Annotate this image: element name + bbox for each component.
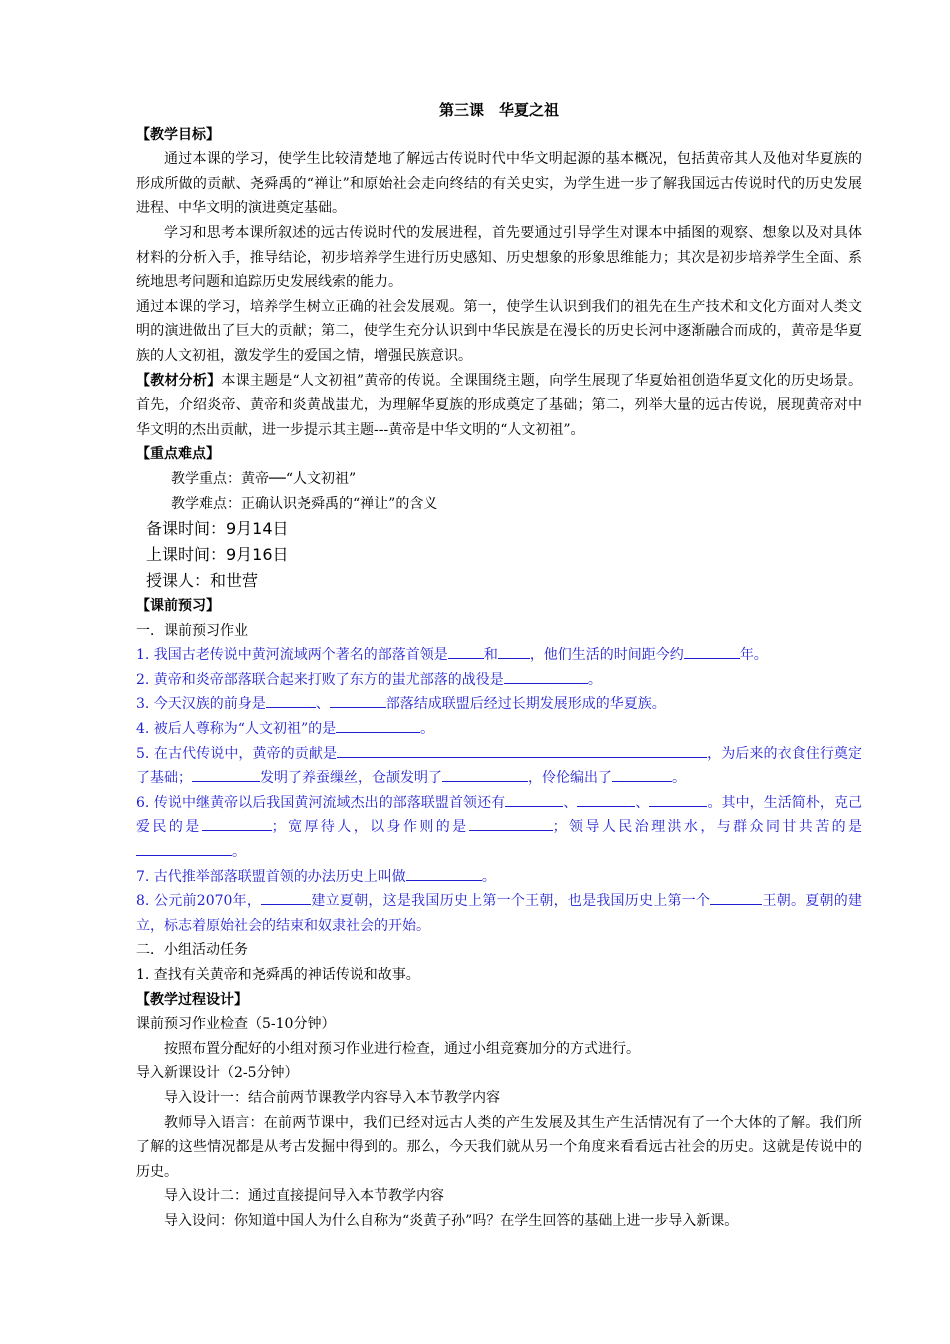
answer-blank[interactable] <box>336 718 420 733</box>
document-page <box>136 98 862 1234</box>
goal-heading: 【教学目标】 <box>136 126 220 143</box>
answer-blank[interactable] <box>649 792 707 807</box>
question-4: 4. 被后人尊称为“人文初祖”的是 。 <box>136 717 862 742</box>
teacher: 授课人：和世营 <box>146 571 259 591</box>
intro-design-1-text: 教师导入语言：在前两节课中，我们已经对远古人类的产生发展及其生产生活情况有了一个大体的了解。我们所了解的这些情况都是从考古发掘中得到的。那么，今天我们就从另一个角度来看看远古社会的历史。这就是传说中的历史。 <box>136 1114 862 1180</box>
analysis-text: 本课主题是“人文初祖”黄帝的传说。全课围绕主题，向学生展现了华夏始祖创造华夏文化的历史场景。首先，介绍炎帝、黄帝和炎黄战蚩尤，为理解华夏族的形成奠定了基础；第二，列举大量的远古传说，展现黄帝对中华文明的杰出贡献，进一步提示其主题---黄帝是中华文明的“人文初祖”。 <box>136 372 862 438</box>
class-time: 上课时间：9月16日 <box>146 545 289 565</box>
answer-blank[interactable] <box>710 890 762 905</box>
intro-design-2: 导入设计二：通过直接提问导入本节教学内容 <box>164 1188 444 1205</box>
intro-design-2-text: 导入设问：你知道中国人为什么自称为“炎黄子孙”吗？在学生回答的基础上进一步导入新课。 <box>164 1212 739 1229</box>
answer-blank[interactable] <box>261 890 311 905</box>
difficult-point: 教学难点：正确认识尧舜禹的“禅让”的含义 <box>171 495 438 512</box>
question-1: 1. 我国古老传说中黄河流域两个著名的部落首领是 和 ，他们生活的时间距今约 年。 <box>136 643 862 668</box>
preview-subheading-2: 二．小组活动任务 <box>136 942 248 959</box>
check-text: 按照布置分配好的小组对预习作业进行检查，通过小组竞赛加分的方式进行。 <box>164 1040 640 1057</box>
intro-design-1: 导入设计一：结合前两节课教学内容导入本节教学内容 <box>164 1089 500 1106</box>
answer-blank[interactable] <box>202 816 272 831</box>
answer-blank[interactable] <box>337 743 707 758</box>
answer-blank[interactable] <box>498 644 530 659</box>
answer-blank[interactable] <box>612 767 672 782</box>
answer-blank[interactable] <box>577 792 635 807</box>
preview-heading: 【课前预习】 <box>136 598 220 615</box>
answer-blank[interactable] <box>684 644 740 659</box>
goal-paragraph-1: 通过本课的学习，使学生比较清楚地了解远古传说时代中华文明起源的基本概况，包括黄帝其人及他对华夏族的形成所做的贡献、尧舜禹的“禅让”和原始社会走向终结的有关史实，为学生进一步了解我国远古传说时代的历史发展进程、中华文明的演进奠定基础。 <box>136 151 862 217</box>
answer-blank[interactable] <box>448 644 484 659</box>
answer-blank[interactable] <box>266 693 316 708</box>
key-point: 教学重点：黄帝──“人文初祖” <box>171 470 357 487</box>
question-6: 6. 传说中继黄帝以后我国黄河流域杰出的部落联盟首领还有 、 、 。其中，生活简朴，克己爱民的是 ；宽厚待人，以身作则的是 ；领导人民治理洪水，与群众同甘共苦的是。 <box>136 791 862 865</box>
group-task: 1. 查找有关黄帝和尧舜禹的神话传说和故事。 <box>136 967 420 983</box>
preview-subheading-1: 一．课前预习作业 <box>136 622 248 639</box>
question-7: 7. 古代推举部落联盟首领的办法历史上叫做 。 <box>136 865 862 890</box>
intro-title: 导入新课设计（2-5分钟） <box>136 1065 299 1082</box>
answer-blank[interactable] <box>504 669 588 684</box>
question-2: 2. 黄帝和炎帝部落联合起来打败了东方的蚩尤部落的战役是 。 <box>136 668 862 693</box>
key-heading: 【重点难点】 <box>136 446 220 463</box>
question-3: 3. 今天汉族的前身是 、 部落结成联盟后经过长期发展形成的华夏族。 <box>136 692 862 717</box>
goal-paragraph-2: 学习和思考本课所叙述的远古传说时代的发展进程，首先要通过引导学生对课本中插图的观察、想象以及对具体材料的分析入手，推导结论，初步培养学生进行历史感知、历史想象的形象思维能力；其次是初步培养学生全面、系统地思考问题和追踪历史发展线索的能力。 <box>136 224 862 291</box>
answer-blank[interactable] <box>469 816 553 831</box>
answer-blank[interactable] <box>330 693 386 708</box>
answer-blank[interactable] <box>136 841 232 856</box>
lesson-title: 第三课 华夏之祖 <box>438 101 559 119</box>
question-5: 5. 在古代传说中，黄帝的贡献是 ，为后来的衣食住行奠定了基础； 发明了养蚕缫丝，仓颉发明了 ，伶伦编出了 。 <box>136 742 862 791</box>
answer-blank[interactable] <box>442 767 528 782</box>
analysis-heading: 【教材分析】 <box>136 372 222 389</box>
analysis-paragraph <box>136 369 862 443</box>
answer-blank[interactable] <box>406 866 482 881</box>
process-heading: 【教学过程设计】 <box>136 991 248 1008</box>
prep-time: 备课时间：9月14日 <box>146 519 289 539</box>
preview-questions <box>136 643 862 938</box>
question-8: 8. 公元前2070年， 建立夏朝，这是我国历史上第一个王朝，也是我国历史上第一个 王朝。夏朝的建立，标志着原始社会的结束和奴隶社会的开始。 <box>136 889 862 938</box>
goal-paragraph-3: 通过本课的学习，培养学生树立正确的社会发展观。第一，使学生认识到我们的祖先在生产技术和文化方面对人类文明的演进做出了巨大的贡献；第二，使学生充分认识到中华民族是在漫长的历史长河中逐渐融合而成的，黄帝是华夏族的人文初祖，激发学生的爱国之情，增强民族意识。 <box>136 298 862 364</box>
answer-blank[interactable] <box>505 792 563 807</box>
check-title: 课前预习作业检查（5-10分钟） <box>136 1016 336 1033</box>
answer-blank[interactable] <box>192 767 260 782</box>
